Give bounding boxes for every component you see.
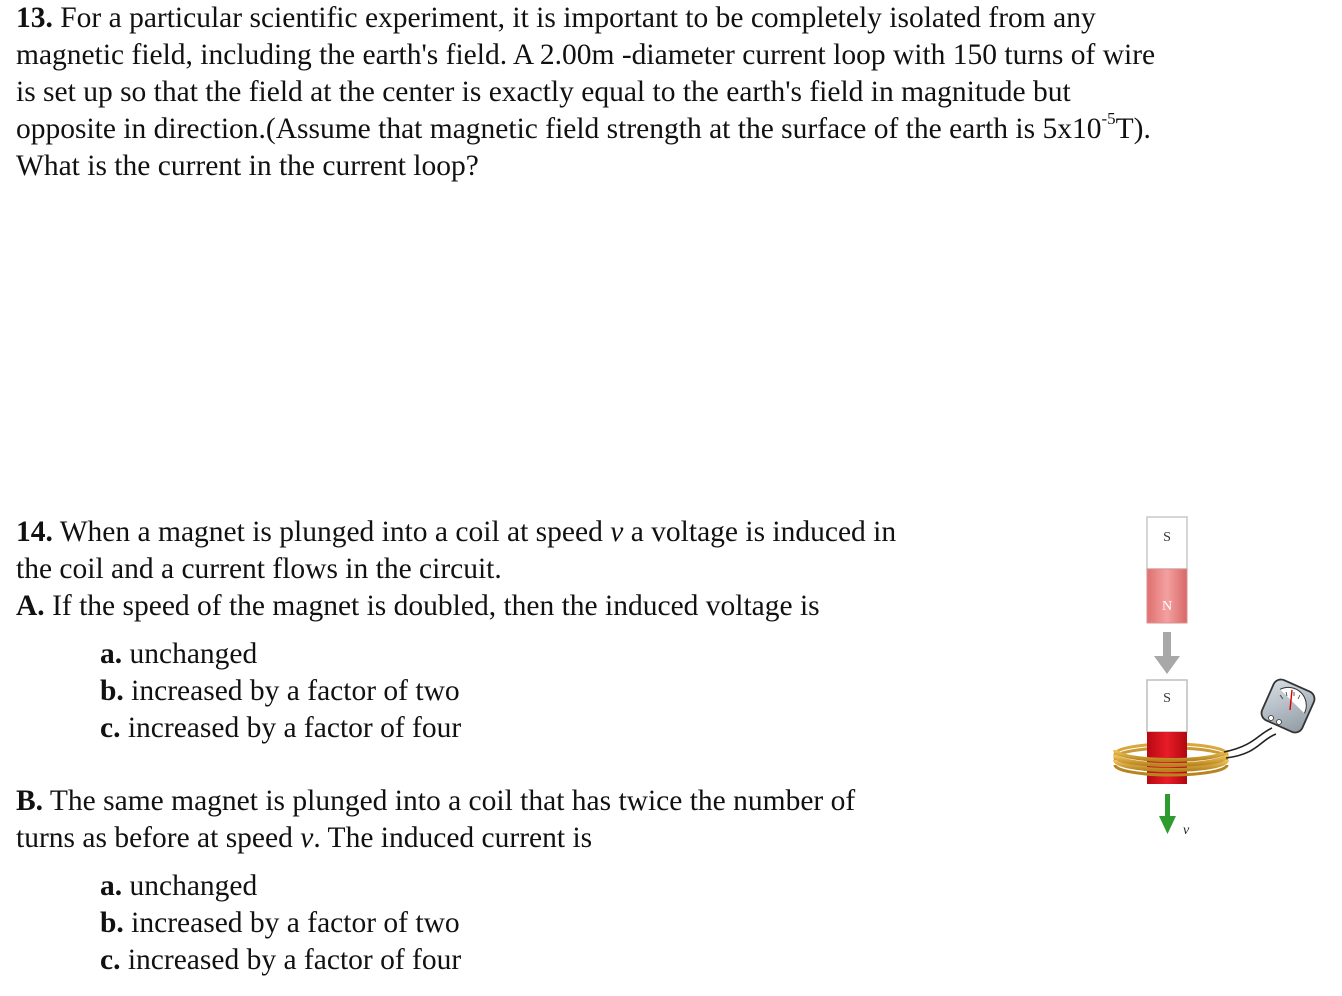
- option-text: increased by a factor of two: [131, 675, 460, 707]
- q13-line-4: [16, 111, 1316, 148]
- question-13: [16, 0, 1316, 185]
- option-text: unchanged: [129, 638, 258, 670]
- part-b-option: [100, 942, 1016, 979]
- part-b-option: [100, 868, 1016, 905]
- option-letter: c.: [100, 712, 121, 744]
- q14-intro-text: When a magnet is plunged into a coil at speed: [59, 516, 611, 548]
- circuit-wires: [1224, 728, 1276, 758]
- q14-intro-text-end: a voltage is induced in: [623, 516, 897, 548]
- q13-exponent: -5: [1101, 109, 1116, 129]
- part-a-label: A.: [16, 590, 45, 622]
- q14-number: 14.: [16, 516, 53, 548]
- q14-speed-var: v: [610, 516, 624, 548]
- option-text: increased by a factor of two: [131, 907, 460, 939]
- part-b-text: The same magnet is plunged into a coil that has twice the number of: [49, 785, 856, 817]
- q14-part-b: [16, 783, 1016, 857]
- part-a-option: [100, 673, 1016, 710]
- upper-magnet-n-label: N: [1161, 599, 1173, 614]
- part-a-text: If the speed of the magnet is doubled, then the induced voltage is: [52, 590, 820, 622]
- part-b-text-3: . The induced current is: [313, 822, 593, 854]
- upper-magnet: [1147, 517, 1187, 623]
- part-a-option: [100, 636, 1016, 673]
- option-letter: a.: [100, 870, 123, 902]
- q14-intro-line-1: [16, 514, 1016, 551]
- q13-line-3: is set up so that the field at the center is exactly equal to the earth's field in magnitude but: [16, 76, 1071, 108]
- q14-part-a: [16, 588, 1016, 625]
- part-b-line-1: [16, 783, 1016, 820]
- q13-line-2: magnetic field, including the earth's field. A 2.00m -diameter current loop with 150 turns of wire: [16, 39, 1156, 71]
- part-b-line-2: [16, 820, 1016, 857]
- question-14: [16, 514, 1016, 979]
- galvanometer-icon: [1259, 677, 1317, 735]
- option-text: unchanged: [129, 870, 258, 902]
- part-b-options: [100, 868, 1016, 979]
- velocity-label: v: [1183, 823, 1190, 838]
- q13-number: 13.: [16, 2, 53, 34]
- part-b-speed-var: v: [300, 822, 314, 854]
- option-letter: b.: [100, 907, 124, 939]
- part-b-label: B.: [16, 785, 44, 817]
- velocity-arrow-icon: [1159, 794, 1176, 834]
- option-letter: c.: [100, 944, 121, 976]
- magnet-coil-figure: [1108, 514, 1318, 854]
- q14-intro-line-2: the coil and a current flows in the circuit.: [16, 553, 502, 585]
- lower-magnet-s-label: S: [1163, 691, 1171, 706]
- q13-text-4: opposite in direction.(Assume that magnetic field strength at the surface of the earth is 5x10: [16, 113, 1102, 145]
- q13-line-5: What is the current in the current loop?: [16, 150, 479, 182]
- part-b-text-2: turns as before at speed: [16, 822, 301, 854]
- upper-magnet-north-half: [1147, 569, 1187, 623]
- option-text: increased by a factor of four: [127, 712, 462, 744]
- lower-magnet-south-half: [1147, 680, 1187, 732]
- upper-magnet-s-label: S: [1163, 530, 1171, 545]
- option-text: increased by a factor of four: [127, 944, 462, 976]
- q13-unit: T).: [1115, 113, 1151, 145]
- magnet-coil-diagram: [1108, 514, 1318, 854]
- q13-text-1: For a particular scientific experiment, it is important to be completely isolated from any: [60, 2, 1096, 34]
- option-letter: a.: [100, 638, 123, 670]
- part-b-option: [100, 905, 1016, 942]
- q13-line-1: [16, 0, 1316, 37]
- gray-down-arrow-icon: [1154, 632, 1180, 674]
- part-a-option: [100, 710, 1016, 747]
- part-a-options: [100, 636, 1016, 747]
- option-letter: b.: [100, 675, 124, 707]
